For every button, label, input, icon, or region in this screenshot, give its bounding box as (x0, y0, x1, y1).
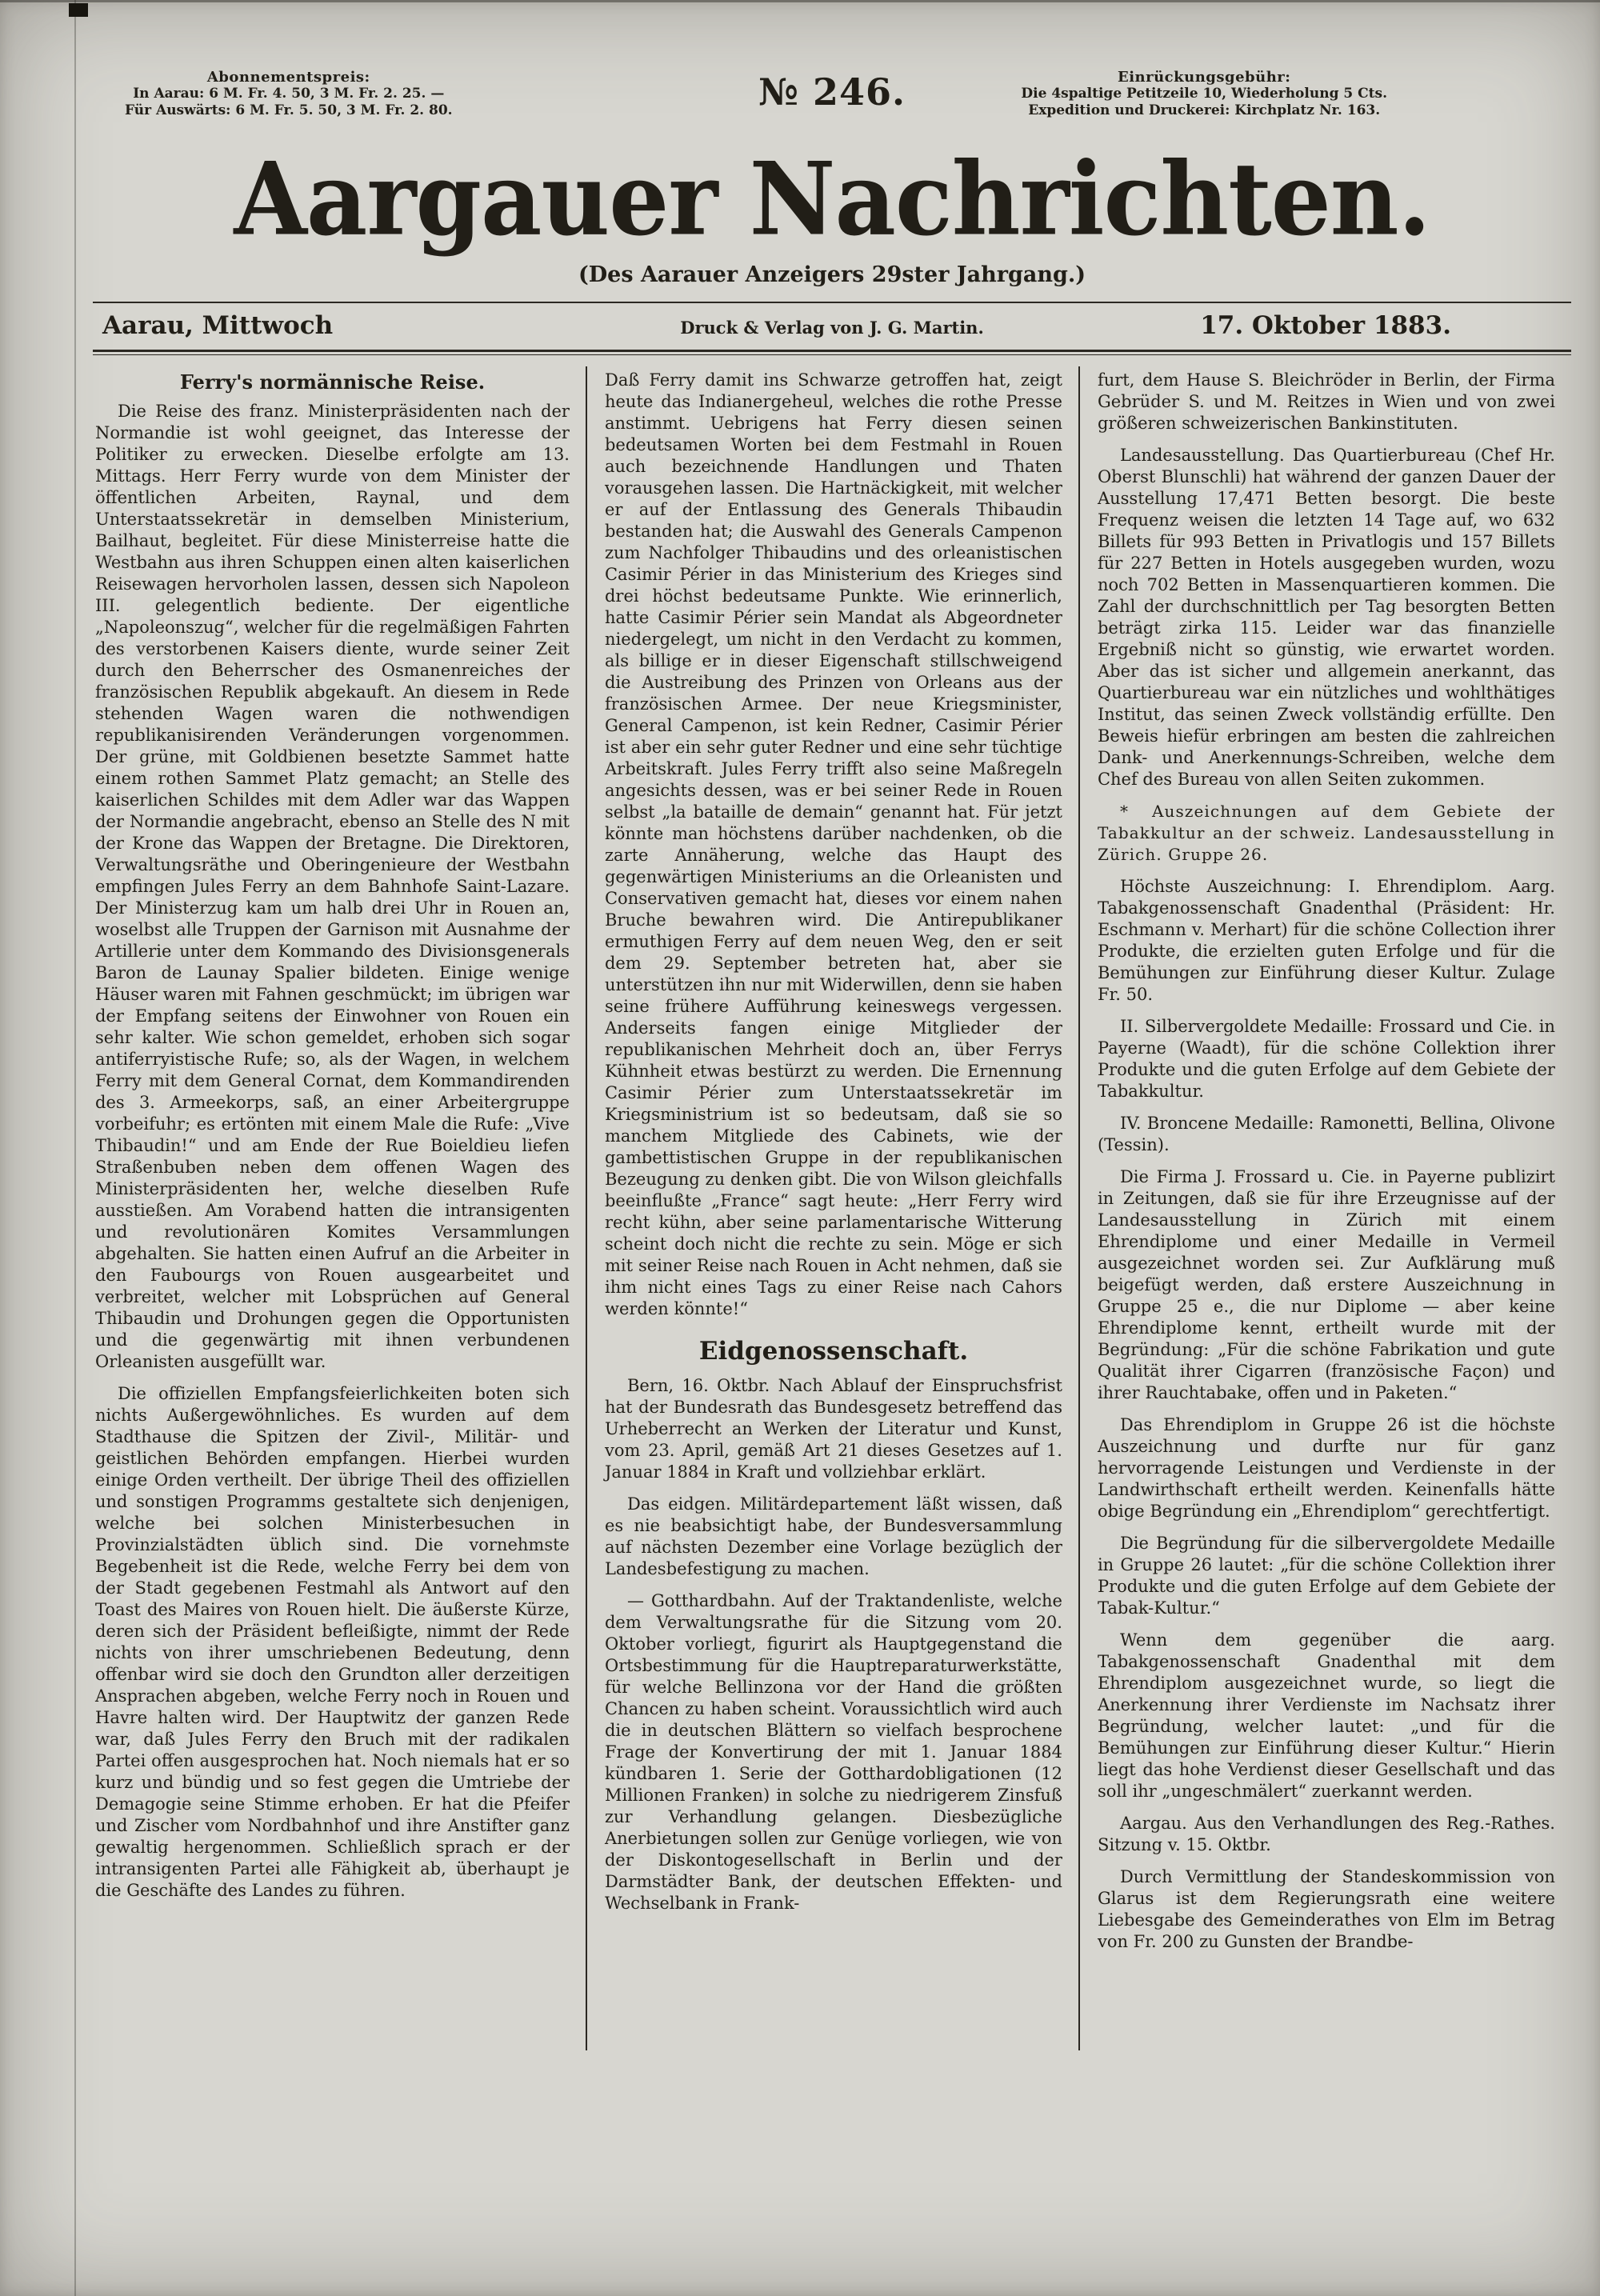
subscription-line: In Aarau: 6 M. Fr. 4. 50, 3 M. Fr. 2. 25. — (133, 86, 445, 102)
article-paragraph: Die Begründung für die silbervergoldete Medaille in Gruppe 26 lautet: „für die schöne Collektion ihrer Produkte und die guten Erfolge auf dem Gebiete der Tabak-Kultur.“ (1097, 1534, 1555, 1618)
column-3 (1078, 366, 1571, 2050)
subscription-title: Abonnementspreis: (206, 69, 370, 86)
article-paragraph: Aargau. Aus den Verhandlungen des Reg.-Rathes. Sitzung v. 15. Oktbr. (1097, 1814, 1555, 1854)
insertion-fee-block (1021, 69, 1571, 119)
article-paragraph: Das Ehrendiplom in Gruppe 26 ist die höchste Auszeichnung und durfte nur für ganz hervorragende Leistungen und Verdienste in der Landwirthschaft ertheilt werden. Keinenfalls hätte obige Begründung ein „Ehrendiplom“ gerechtfertigt. (1097, 1415, 1555, 1521)
article-paragraph: Die Firma J. Frossard u. Cie. in Payerne publizirt in Zeitungen, daß sie für ihre Erzeugnisse auf der Landesausstellung in Zürich mit einem Ehrendiplome und einer Medaille in Vermeil ausgezeichnet worden sei. Zur Aufklärung muß beigefügt werden, daß erstere Auszeichnung in Gruppe 25 e., die nur Diplome — aber keine Ehrendiplome kennt, ertheilt wurde mit der Begründung: „Für die schöne Fabrikation und gute Qualität ihrer Cigarren (französische Façon) und ihrer Rauchtabake, offen und in Paketen.“ (1097, 1167, 1555, 1402)
insertion-line: Die 4spaltige Petitzeile 10, Wiederholung 5 Cts. (1021, 86, 1387, 102)
article-paragraph: Wenn dem gegenüber die aarg. Tabakgenossenschaft Gnadenthal mit dem Ehrendiplom ausgezeichnet wurde, so liegt die Anerkennung ihrer Verdienste im Nachsatz ihrer Begründung, welcher lautet: „und für die Bemühungen zur Einführung dieser Kultur.“ Hierin liegt das hohe Verdienst dieser Gesellschaft und das soll ihr „ungeschmälert“ zuerkannt werden. (1097, 1630, 1555, 1801)
subscription-line: Für Auswärts: 6 M. Fr. 5. 50, 3 M. Fr. 2. 80. (125, 102, 453, 118)
article-paragraph: IV. Broncene Medaille: Ramonetti, Bellina, Olivone (Tessin). (1097, 1114, 1555, 1154)
article-paragraph: furt, dem Hause S. Bleichröder in Berlin, der Firma Gebrüder S. und M. Reitzes in Wien und von zwei größeren schweizerischen Bankinstituten. (1097, 370, 1555, 433)
column-1 (93, 366, 586, 2050)
issue-number: № 246. (758, 70, 906, 114)
article-paragraph: Höchste Auszeichnung: I. Ehrendiplom. Aarg. Tabakgenossenschaft Gnadenthal (Präsident: Hr. Eschmann v. Merhart) für die schöne Collection ihrer Produkte, die erzielten guten Erfolge und für die Bemühungen zur Einführung dieser Kultur. Zulage Fr. 50. (1097, 877, 1555, 1004)
scan-artifact-left-edge (74, 0, 76, 2296)
article-columns (93, 366, 1571, 2050)
newspaper-subtitle: (Des Aarauer Anzeigers 29ster Jahrgang.) (578, 262, 1086, 287)
scan-artifact-top-edge (0, 0, 1600, 2)
article-paragraph: Daß Ferry damit ins Schwarze getroffen hat, zeigt heute das Indianergeheul, welches die rothe Presse anstimmt. Uebrigens hat Ferry diesen seinen bedeutsamen Worten bei dem Festmahl in Rouen auch bezeichnende Handlungen und Thaten vorausgehen lassen. Die Hartnäckigkeit, mit welcher er auf der Entlassung des Generals Thibaudin bestanden hat; die Auswahl des Generals Campenon zum Nachfolger Thibaudins und des orleanistischen Casimir Périer in das Ministerium des Krieges sind drei höchst bedeutsame Punkte. Wie erinnerlich, hatte Casimir Périer sein Mandat als Abgeordneter niedergelegt, um nicht in den Verdacht zu kommen, als billige er in dieser Eigenschaft stillschweigend die Austreibung des Prinzen von Orleans aus der französischen Armee. Der neue Kriegsminister, General Campenon, ist kein Redner, Casimir Périer ist aber ein sehr guter Redner und eine sehr tüchtige Arbeitskraft. Jules Ferry trifft also seine Maßregeln angesichts dessen, was er bei seiner Rede in Rouen selbst „la bataille de demain“ genannt hat. Für jetzt könnte man höchstens darüber nachdenken, ob die zarte Annäherung, welche das Haupt des gegenwärtigen Ministeriums an die Orleanisten und Conservativen gemacht hat, dieses vor einem nahen Bruche bewahren wird. Die Antirepublikaner ermuthigen Ferry auf dem neuen Weg, den er seit dem 29. September betreten hat, aber sie unterstützen ihn nur mit Widerwillen, denn sie haben seine frühere Aufführung keineswegs vergessen. Anderseits fangen einige Mitglieder der republikanischen Mehrheit doch an, über Ferrys Kühnheit etwas bestürzt zu werden. Die Ernennung Casimir Périer zum Unterstaatssekretär im Kriegsministrium ist so bedeutsam, daß sie so manchem Mitgliede des Cabinets, wie der gambettistischen Gruppe in der republikanischen Bezeugung zu denken gibt. Die von Wilson gleichfalls beeinflußte „France“ sagt heute: „Herr Ferry wird recht kühn, aber seine parlamentarische Witterung scheint doch nicht die rechte zu sein. Möge er sich mit seiner Reise nach Rouen in Acht nehmen, daß sie ihm nicht eines Tags zu einer Reise nach Cahors werden könnte!“ (604, 370, 1062, 1318)
dateline-place: Aarau, Mittwoch (102, 311, 334, 340)
column-2 (586, 366, 1078, 2050)
masthead (93, 69, 1571, 287)
dateline-publisher: Druck & Verlag von J. G. Martin. (680, 318, 984, 338)
dateline (93, 303, 1571, 350)
masthead-top-row (93, 69, 1571, 119)
article-paragraph: Das eidgen. Militärdepartement läßt wissen, daß es nie beabsichtigt habe, der Bundesversammlung auf nächsten Dezember eine Vorlage bezüglich der Landesbefestigung zu machen. (604, 1494, 1062, 1578)
article-paragraph: II. Silbervergoldete Medaille: Frossard und Cie. in Payerne (Waadt), für die schöne Collektion ihrer Produkte und die guten Erfolge auf dem Gebiete der Tabakkultur. (1097, 1017, 1555, 1101)
article-paragraph: Durch Vermittlung der Standeskommission von Glarus ist dem Regierungsrath eine weitere Liebesgabe des Gemeinderathes von Elm im Betrag von Fr. 200 zu Gunsten der Brandbe- (1097, 1867, 1555, 1951)
article-paragraph: Die Reise des franz. Ministerpräsidenten nach der Normandie ist wohl geeignet, das Interesse der Politiker zu erwecken. Dieselbe erfolgte am 13. Mittags. Herr Ferry wurde von dem Minister der öffentlichen Arbeiten, Raynal, und dem Unterstaatssekretär in demselben Ministerium, Bailhaut, begleitet. Für diese Ministerreise hatte die Westbahn aus ihren Schuppen einen alten kaiserlichen Reisewagen hervorholen lassen, dessen sich Napoleon III. gelegentlich bediente. Der eigentliche „Napoleonszug“, welcher für die regelmäßigen Fahrten des verstorbenen Kaisers diente, wurde seiner Zeit durch den Beherrscher des Osmanenreiches der französischen Republik abgekauft. An diesem in Rede stehenden Wagen waren die nothwendigen republikanisirenden Veränderungen vorgenommen. Der grüne, mit Goldbienen besetzte Sammet hatte einem rothen Sammet Platz gemacht; an Stelle des kaiserlichen Schildes mit dem Adler war das Wappen der Normandie angebracht, ebenso an Stelle des N mit der Krone das Wappen der Bretagne. Die Direktoren, Verwaltungsräthe und Oberingenieure der Westbahn empfingen Jules Ferry an dem Bahnhofe Saint-Lazare. Der Ministerzug kam um halb drei Uhr in Rouen an, woselbst alle Truppen der Garnison mit Ausnahme der Artillerie unter dem Kommando des Divisionsgenerals Baron de Launay Spalier bildeten. Einige wenige Häuser waren mit Fahnen geschmückt; im übrigen war der Empfang seitens der Einwohner von Rouen ein sehr kalter. Wie schon gemeldet, erhoben sich sogar antiferryistische Rufe; so, als der Wagen, in welchem Ferry mit dem General Cornat, dem Kommandirenden des 3. Armeekorps, saß, an einer Arbeitergruppe vorbeifuhr; es ertönten mit einem Male die Rufe: „Vive Thibaudin!“ und am Ende der Rue Boieldieu liefen Straßenbuben neben dem offenen Wagen des Ministerpräsidenten her, welche dieselben Rufe ausstießen. Am Vorabend hatten die intransigenten und revolutionären Komites Versammlungen abgehalten. Sie hatten einen Aufruf an die Arbeiter in den Faubourgs von Rouen ausgearbeitet und verbreitet, welcher mit Lobsprüchen auf General Thibaudin und Drohungen gegen die Opportunisten und die gegenwärtig mit ihnen verbundenen Orleanisten ausgefüllt war. (95, 402, 570, 1371)
newspaper-title: Aargauer Nachrichten. (234, 140, 1430, 258)
subscription-price-block (93, 69, 453, 119)
insertion-title: Einrückungsgebühr: (1117, 69, 1291, 86)
article-paragraph: — Gotthardbahn. Auf der Traktandenliste, welche dem Verwaltungsrathe für die Sitzung vom 20. Oktober vorliegt, figurirt als Hauptgegenstand die Ortsbestimmung für die Hauptreparaturwerkstätte, für welche Bellinzona vor der Hand die größten Chancen zu haben scheint. Voraussichtlich wird auch die in deutschen Blättern so vielfach besprochene Frage der Konvertirung der mit 1. Januar 1884 kündbaren 1. Serie der Gotthardobligationen (12 Millionen Franken) in solche zu niedrigerem Zinsfuß zur Verhandlung gelangen. Diesbezügliche Anerbietungen sollen zur Genüge vorliegen, wie von der Diskontogesellschaft in Berlin und der Darmstädter Bank, der deutschen Effekten- und Wechselbank in Frank- (604, 1591, 1062, 1913)
page-content (93, 69, 1571, 2050)
article-paragraph: * Auszeichnungen auf dem Gebiete der Tabakkultur an der schweiz. Landesausstellung in Zürich. Gruppe 26. (1097, 802, 1555, 864)
scan-artifact-ink-blob (69, 3, 88, 17)
dateline-rule (93, 350, 1571, 355)
insertion-line: Expedition und Druckerei: Kirchplatz Nr. 163. (1028, 102, 1381, 118)
section-heading: Eidgenossenschaft. (698, 1337, 969, 1366)
article-paragraph: Bern, 16. Oktbr. Nach Ablauf der Einspruchsfrist hat der Bundesrath das Bundesgesetz betreffend das Urheberrecht an Werken der Literatur und Kunst, vom 23. April, gemäß Art 21 dieses Gesetzes auf 1. Januar 1884 in Kraft und vollziehbar erklärt. (604, 1376, 1062, 1482)
dateline-date: 17. Oktober 1883. (1200, 311, 1451, 340)
article-paragraph: Landesausstellung. Das Quartierbureau (Chef Hr. Oberst Blunschli) hat während der ganzen Dauer der Ausstellung 17,471 Betten besorgt. Die beste Frequenz weisen die letzten 14 Tage auf, wo 632 Billets für 993 Betten in Privatlogis und 157 Billets für 227 Betten in Hotels ausgegeben wurden, wozu noch 702 Betten in Massenquartieren kommen. Die Zahl der durchschnittlich per Tag besorgten Betten beträgt zirka 115. Leider war das finanzielle Ergebniß nicht so günstig, wie erwartet worden. Aber das ist sicher und allgemein anerkannt, das Quartierbureau war ein nützliches und wohlthätiges Institut, das seinen Zweck vollständig erfüllte. Den Beweis hiefür erbringen am besten die zahlreichen Dank- und Anerkennungs-Schreiben, welche dem Chef des Bureau von allen Seiten zukommen. (1097, 446, 1555, 789)
article-heading: Ferry's normännische Reise. (179, 370, 486, 394)
article-paragraph: Die offiziellen Empfangsfeierlichkeiten boten sich nichts Außergewöhnliches. Es wurden auf dem Stadthause die Spitzen der Zivil-, Militär- und geistlichen Behörden empfangen. Hierbei wurden einige Orden vertheilt. Der übrige Theil des offiziellen und sonstigen Programms gestaltete sich denjenigen, welche bei solchen Ministerbesuchen in Provinzialstädten üblich sind. Die vornehmste Begebenheit ist die Rede, welche Ferry bei dem von der Stadt gegebenen Festmahl als Antwort auf den Toast des Maires von Rouen hielt. Die äußerste Kürze, deren sich der Präsident befleißigte, nimmt der Rede nichts von ihrer umschriebenen Bedeutung, denn offenbar wird sie doch den Grundton aller derzeitigen Ansprachen abgeben, welche Ferry noch in Rouen und Havre halten wird. Der Hauptwitz der ganzen Rede war, daß Jules Ferry den Bruch mit der radikalen Partei offen ausgesprochen hat. Noch niemals hat er so kurz und bündig und so fest gegen die Umtriebe der Demagogie seine Stimme erhoben. Er hat die Pfeifer und Zischer vom Nordbahnhof und ihre Anstifter ganz gewaltig hergenommen. Schließlich sprach er der intransigenten Partei alle Fähigkeit ab, überhaupt je die Geschäfte des Landes zu führen. (95, 1384, 570, 1900)
